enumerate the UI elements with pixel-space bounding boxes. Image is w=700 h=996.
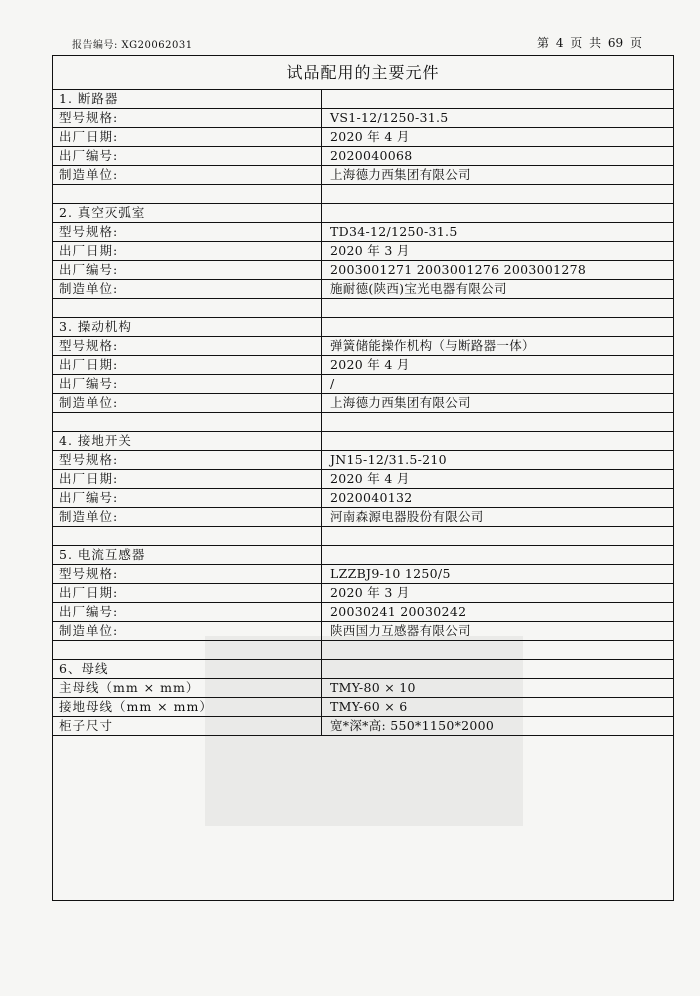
row-label [53,527,322,546]
table-row [53,337,673,356]
row-value: 2020 年 4 月 [322,356,674,375]
row-value: TMY-60 × 6 [322,698,674,717]
row-value: TMY-80 × 10 [322,679,674,698]
table-row [53,166,673,185]
section-row [53,432,673,451]
row-value [322,432,674,451]
table-row [53,603,673,622]
row-label: 制造单位: [53,166,322,185]
row-value: 宽*深*高: 550*1150*2000 [322,717,674,736]
row-label: 1. 断路器 [53,90,322,109]
row-label: 制造单位: [53,622,322,641]
row-label: 4. 接地开关 [53,432,322,451]
row-value [322,299,674,318]
blank-row [53,641,673,660]
section-row [53,204,673,223]
page-header [72,36,642,54]
row-value [322,318,674,337]
row-label: 接地母线（mm × mm） [53,698,322,717]
table-row [53,356,673,375]
page-number: 第 4 页 共 69 页 [537,36,642,50]
table-row [53,375,673,394]
row-label: 出厂日期: [53,584,322,603]
row-label: 型号规格: [53,109,322,128]
row-label: 型号规格: [53,565,322,584]
row-label: 6、母线 [53,660,322,679]
table-row [53,470,673,489]
components-table-frame [52,55,674,901]
table-row [53,622,673,641]
row-label [53,413,322,432]
row-label: 3. 操动机构 [53,318,322,337]
table-row [53,261,673,280]
table-row [53,584,673,603]
row-label: 出厂编号: [53,147,322,166]
table-row [53,508,673,527]
row-label: 型号规格: [53,451,322,470]
row-value: 施耐德(陕西)宝光电器有限公司 [322,280,674,299]
components-table-body [53,90,673,736]
table-row [53,242,673,261]
table-row [53,679,673,698]
row-label: 制造单位: [53,508,322,527]
row-label: 出厂日期: [53,470,322,489]
table-row [53,223,673,242]
table-row [53,109,673,128]
row-label [53,185,322,204]
table-row [53,489,673,508]
blank-row [53,185,673,204]
section-row [53,660,673,679]
row-label: 主母线（mm × mm） [53,679,322,698]
row-label: 出厂日期: [53,128,322,147]
row-label: 制造单位: [53,280,322,299]
row-value [322,660,674,679]
row-value: 上海德力西集团有限公司 [322,394,674,413]
row-value: 陕西国力互感器有限公司 [322,622,674,641]
table-row [53,147,673,166]
table-row [53,698,673,717]
row-label: 型号规格: [53,223,322,242]
row-value: JN15-12/31.5-210 [322,451,674,470]
row-label: 型号规格: [53,337,322,356]
table-title: 试品配用的主要元件 [53,56,673,90]
row-label: 出厂日期: [53,242,322,261]
row-label [53,299,322,318]
row-value: 2020040132 [322,489,674,508]
row-value [322,90,674,109]
row-value: 河南森源电器股份有限公司 [322,508,674,527]
row-value: 2020 年 4 月 [322,470,674,489]
blank-row [53,527,673,546]
row-value: LZZBJ9-10 1250/5 [322,565,674,584]
table-row [53,280,673,299]
row-value: 弹簧储能操作机构（与断路器一体） [322,337,674,356]
row-label: 出厂编号: [53,489,322,508]
table-row [53,451,673,470]
components-table [53,90,673,736]
blank-row [53,299,673,318]
row-value [322,204,674,223]
row-label: 出厂编号: [53,375,322,394]
row-value: 2003001271 2003001276 2003001278 [322,261,674,280]
table-row [53,717,673,736]
row-value [322,546,674,565]
row-value: 2020 年 3 月 [322,242,674,261]
row-label: 柜子尺寸 [53,717,322,736]
row-value: TD34-12/1250-31.5 [322,223,674,242]
row-label: 出厂编号: [53,603,322,622]
section-row [53,318,673,337]
row-value [322,413,674,432]
row-value: / [322,375,674,394]
row-value: VS1-12/1250-31.5 [322,109,674,128]
section-row [53,90,673,109]
row-label: 制造单位: [53,394,322,413]
row-label: 5. 电流互感器 [53,546,322,565]
row-value: 2020040068 [322,147,674,166]
row-value [322,641,674,660]
table-row [53,128,673,147]
row-value: 上海德力西集团有限公司 [322,166,674,185]
row-label: 2. 真空灭弧室 [53,204,322,223]
row-value: 2020 年 3 月 [322,584,674,603]
report-number: 报告编号: XG20062031 [72,40,193,51]
row-value [322,185,674,204]
table-row [53,565,673,584]
row-label: 出厂编号: [53,261,322,280]
row-label: 出厂日期: [53,356,322,375]
row-value: 20030241 20030242 [322,603,674,622]
row-value [322,527,674,546]
section-row [53,546,673,565]
blank-row [53,413,673,432]
row-label [53,641,322,660]
row-value: 2020 年 4 月 [322,128,674,147]
table-row [53,394,673,413]
